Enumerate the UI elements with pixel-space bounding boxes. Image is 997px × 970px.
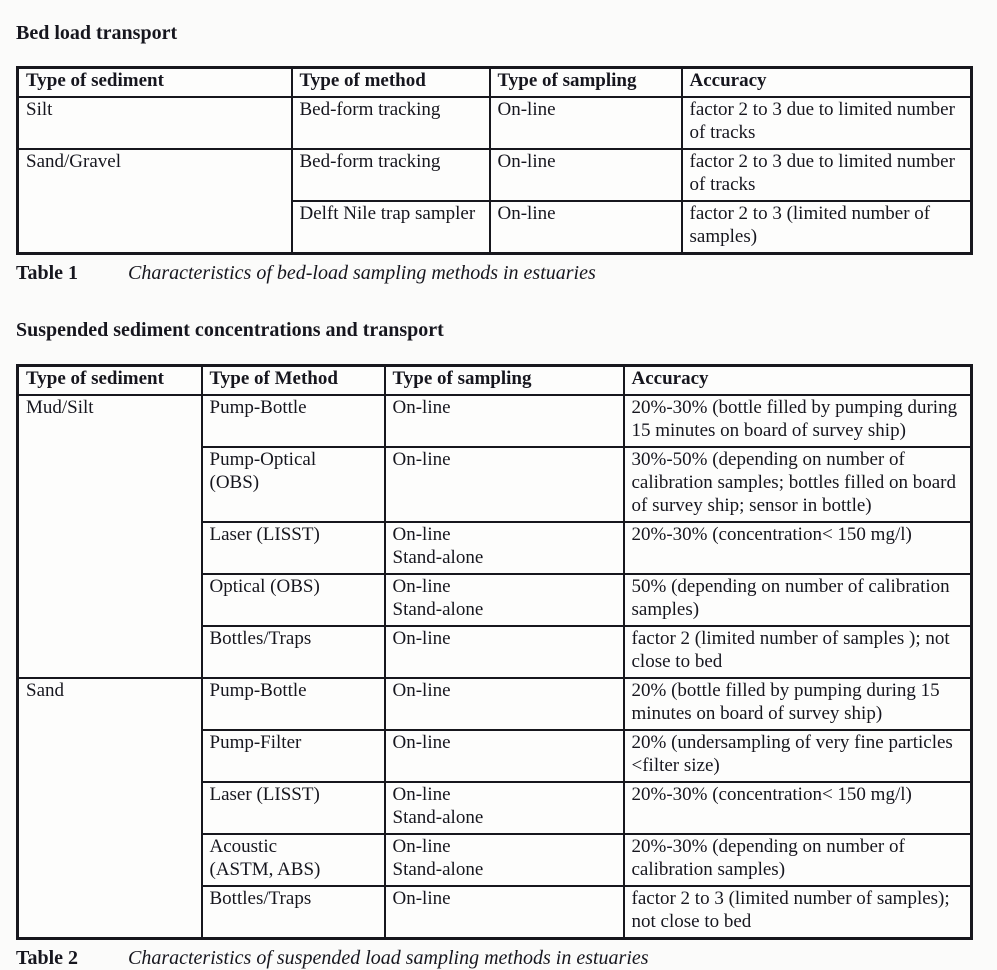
cell-sampling: On-line Stand-alone — [385, 834, 624, 886]
cell-sampling: On-line — [385, 626, 624, 678]
cell-method: Acoustic (ASTM, ABS) — [202, 834, 385, 886]
cell-method: Pump-Filter — [202, 730, 385, 782]
cell-accuracy: 20%-30% (concentration< 150 mg/l) — [624, 782, 972, 834]
cell-sampling: On-line Stand-alone — [385, 574, 624, 626]
table-row — [18, 97, 972, 149]
cell-sampling: On-line Stand-alone — [385, 522, 624, 574]
column-header-method: Type of method — [292, 68, 490, 97]
table2-caption-text: Characteristics of suspended load sampling methods in estuaries — [128, 946, 649, 969]
cell-method: Bottles/Traps — [202, 626, 385, 678]
suspended-load-table — [16, 364, 973, 940]
cell-method: Pump-Bottle — [202, 678, 385, 730]
cell-accuracy: factor 2 to 3 (limited number of samples) — [682, 201, 972, 253]
cell-sampling: On-line — [490, 97, 682, 149]
cell-method: Pump-Bottle — [202, 395, 385, 447]
table1-caption-text: Characteristics of bed-load sampling methods in estuaries — [128, 261, 596, 284]
cell-accuracy: 20% (bottle filled by pumping during 15 minutes on board of survey ship) — [624, 678, 972, 730]
cell-accuracy: factor 2 to 3 due to limited number of tracks — [682, 97, 972, 149]
cell-sampling: On-line — [385, 730, 624, 782]
cell-method: Laser (LISST) — [202, 782, 385, 834]
cell-accuracy: factor 2 to 3 due to limited number of tracks — [682, 149, 972, 201]
table2-caption — [16, 947, 983, 970]
cell-sampling: On-line — [385, 447, 624, 522]
cell-accuracy: 30%-50% (depending on number of calibration samples; bottles filled on board of survey ship; sensor in bottle) — [624, 447, 972, 522]
cell-method: Pump-Optical (OBS) — [202, 447, 385, 522]
cell-accuracy: factor 2 to 3 (limited number of samples); not close to bed — [624, 886, 972, 938]
cell-sediment: Sand — [18, 678, 202, 938]
cell-accuracy: factor 2 (limited number of samples ); not close to bed — [624, 626, 972, 678]
cell-sediment: Sand/Gravel — [18, 149, 292, 253]
cell-accuracy: 20% (undersampling of very fine particles <filter size) — [624, 730, 972, 782]
cell-sampling: On-line — [490, 201, 682, 253]
table1-caption — [16, 262, 983, 285]
cell-sampling: On-line — [490, 149, 682, 201]
table-header-row — [18, 365, 972, 394]
column-header-sediment: Type of sediment — [18, 68, 292, 97]
cell-method: Bed-form tracking — [292, 149, 490, 201]
column-header-accuracy: Accuracy — [624, 365, 972, 394]
table-row — [18, 678, 972, 730]
cell-method: Optical (OBS) — [202, 574, 385, 626]
table-header-row — [18, 68, 972, 97]
column-header-accuracy: Accuracy — [682, 68, 972, 97]
table-row — [18, 149, 972, 201]
cell-sampling: On-line — [385, 678, 624, 730]
cell-accuracy: 20%-30% (bottle filled by pumping during 15 minutes on board of survey ship) — [624, 395, 972, 447]
cell-accuracy: 20%-30% (concentration< 150 mg/l) — [624, 522, 972, 574]
cell-method: Bottles/Traps — [202, 886, 385, 938]
cell-accuracy: 20%-30% (depending on number of calibration samples) — [624, 834, 972, 886]
cell-sampling: On-line — [385, 886, 624, 938]
section-heading-bed-load: Bed load transport — [16, 22, 178, 44]
table2-caption-label: Table 2 — [16, 946, 79, 969]
table-row — [18, 395, 972, 447]
column-header-sampling: Type of sampling — [490, 68, 682, 97]
cell-sediment: Mud/Silt — [18, 395, 202, 678]
table1-caption-label: Table 1 — [16, 261, 79, 284]
column-header-sediment: Type of sediment — [18, 365, 202, 394]
bed-load-table — [16, 66, 973, 255]
cell-method: Bed-form tracking — [292, 97, 490, 149]
cell-sampling: On-line — [385, 395, 624, 447]
cell-sampling: On-line Stand-alone — [385, 782, 624, 834]
cell-method: Delft Nile trap sampler — [292, 201, 490, 253]
cell-method: Laser (LISST) — [202, 522, 385, 574]
cell-sediment: Silt — [18, 97, 292, 149]
column-header-sampling: Type of sampling — [385, 365, 624, 394]
column-header-method: Type of Method — [202, 365, 385, 394]
cell-accuracy: 50% (depending on number of calibration samples) — [624, 574, 972, 626]
section-heading-suspended: Suspended sediment concentrations and transport — [16, 318, 444, 341]
